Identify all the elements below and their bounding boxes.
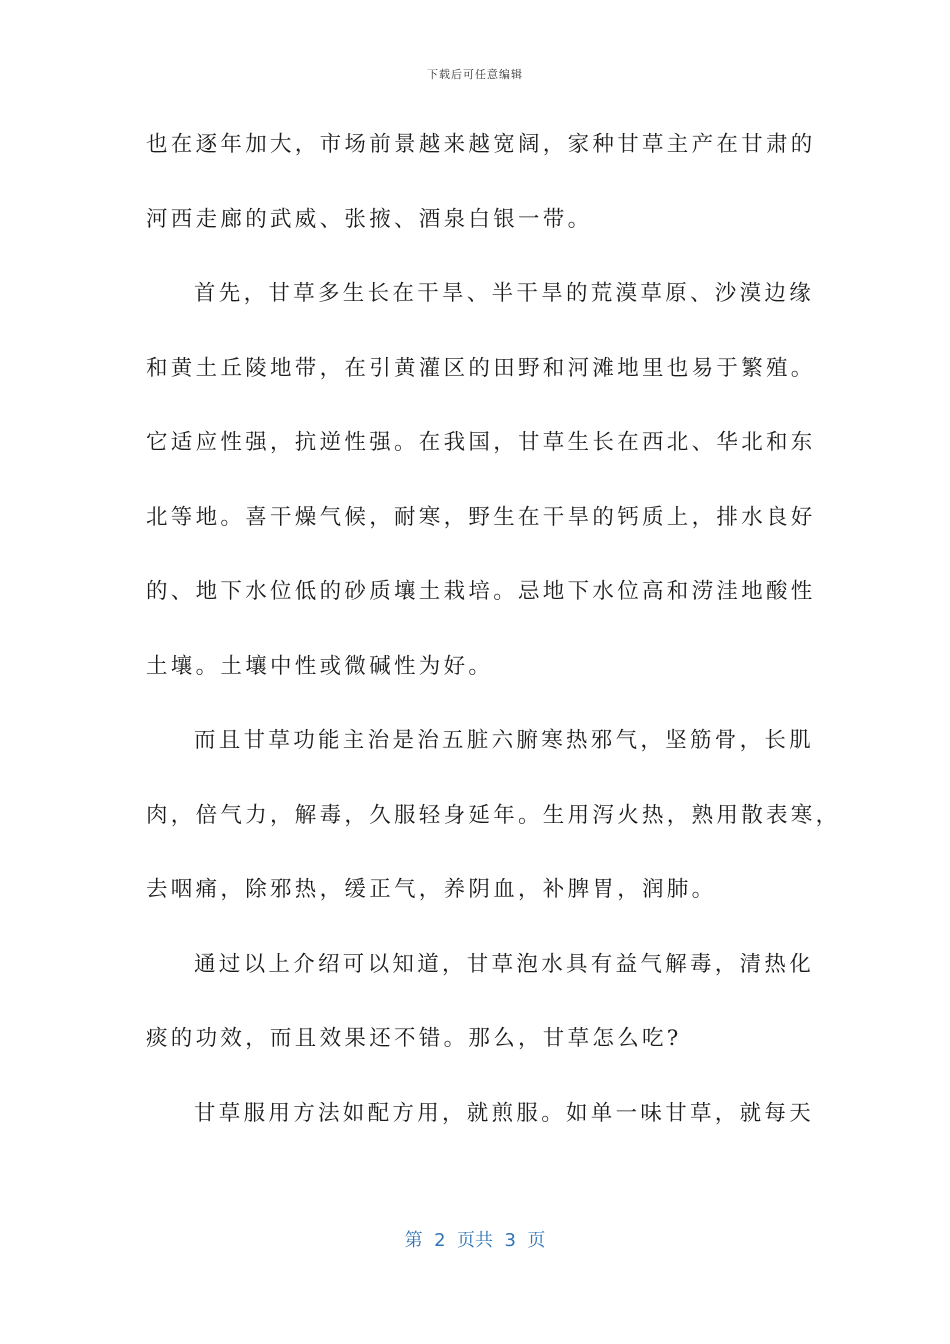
page-number-footer: 第 2 页共 3 页: [404, 1230, 546, 1251]
text-line: 河西走廊的武威、张掖、酒泉白银一带。: [146, 206, 593, 232]
page-header-note: 下载后可任意编辑: [427, 68, 523, 81]
text-line: 通过以上介绍可以知道，甘草泡水具有益气解毒，清热化: [194, 951, 815, 977]
document-body: [146, 118, 841, 1161]
text-line: 痰的功效，而且效果还不错。那么，甘草怎么吃?: [146, 1026, 682, 1051]
text-line: 土壤。土壤中性或微碱性为好。: [146, 653, 494, 679]
text-line: 去咽痛，除邪热，缓正气，养阴血，补脾胃，润肺。: [146, 877, 717, 902]
text-line: 首先，甘草多生长在干旱、半干旱的荒漠草原、沙漠边缘: [194, 281, 815, 306]
text-line: 甘草服用方法如配方用，就煎服。如单一味甘草，就每天: [194, 1100, 815, 1126]
text-line: 的、地下水位低的砂质壤土栽培。忌地下水位高和涝洼地酸性: [146, 579, 816, 604]
text-line: 肉，倍气力，解毒，久服轻身延年。生用泻火热，熟用散表寒，: [146, 802, 841, 828]
text-line: 和黄土丘陵地带，在引黄灌区的田野和河滩地里也易于繁殖。: [146, 355, 816, 381]
text-line: 也在逐年加大，市场前景越来越宽阔，家种甘草主产在甘肃的: [146, 132, 816, 157]
text-line: 北等地。喜干燥气候，耐寒，野生在干旱的钙质上，排水良好: [146, 504, 816, 530]
text-line: 而且甘草功能主治是治五脏六腑寒热邪气，坚筋骨，长肌: [194, 728, 815, 753]
text-line: 它适应性强，抗逆性强。在我国，甘草生长在西北、华北和东: [146, 430, 816, 455]
